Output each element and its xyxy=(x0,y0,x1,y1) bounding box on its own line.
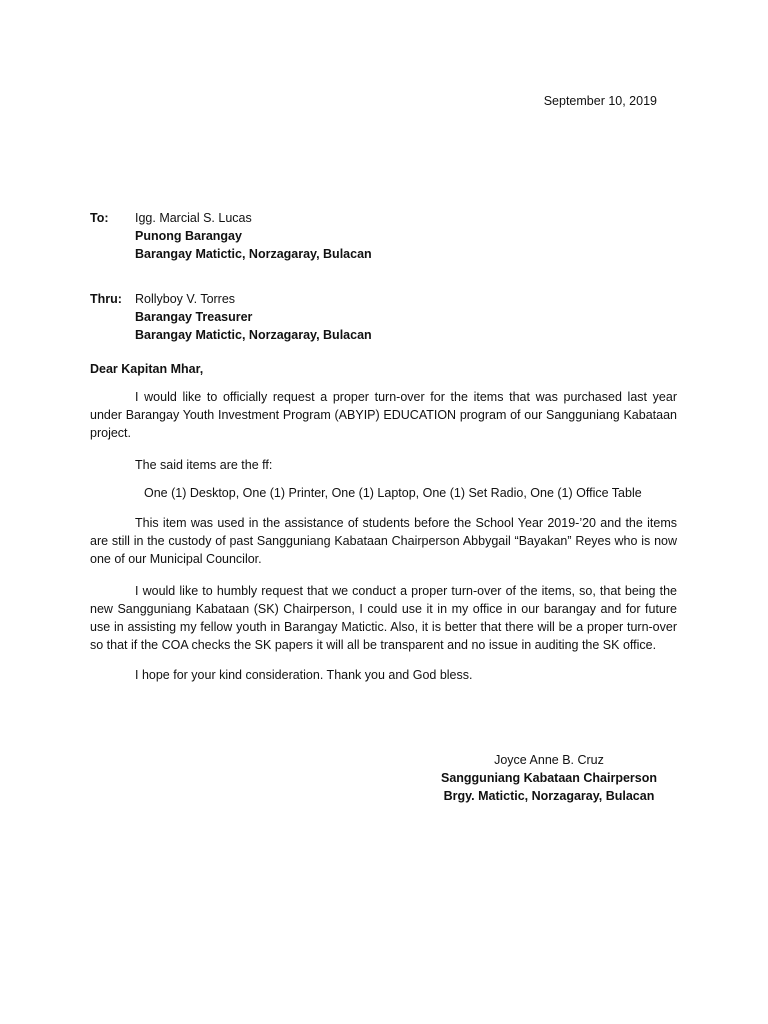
thru-name: Rollyboy V. Torres xyxy=(135,292,236,306)
thru-address-lines xyxy=(135,290,372,344)
paragraph-said-items: The said items are the ff: xyxy=(135,458,273,472)
paragraph-turnover-request: I would like to humbly request that we conduct a proper turn-over of the items, so, that being the new Sangguniang Kabataan (SK) Chairperson, I could use it in my office in our barangay and for future use in assisting my fellow youth in Barangay Matictic. Also, it is better that there will be a proper turn-over so that if the COA checks the SK papers it will all be transparent and no issue in auditing the SK office. xyxy=(90,584,677,652)
signatory-name: Joyce Anne B. Cruz xyxy=(494,753,604,767)
greeting: Dear Kapitan Mhar, xyxy=(90,362,204,376)
letter-date: September 10, 2019 xyxy=(543,94,657,108)
thru-label: Thru: xyxy=(90,292,122,306)
items-list: One (1) Desktop, One (1) Printer, One (1) Laptop, One (1) Set Radio, One (1) Office Table xyxy=(144,486,642,500)
to-address: Barangay Matictic, Norzagaray, Bulacan xyxy=(135,247,372,261)
thru-address: Barangay Matictic, Norzagaray, Bulacan xyxy=(135,328,372,342)
paragraph-closing: I hope for your kind consideration. Thank you and God bless. xyxy=(135,668,473,682)
signatory-title: Sangguniang Kabataan Chairperson xyxy=(440,771,657,785)
thru-title: Barangay Treasurer xyxy=(135,310,253,324)
paragraph-item-history: This item was used in the assistance of students before the School Year 2019-’20 and the items are still in the custody of past Sangguniang Kabataan Chairperson Abbygail “Bayakan” Reyes who is now one of our Municipal Councilor. xyxy=(90,516,677,566)
to-title: Punong Barangay xyxy=(135,229,242,243)
signature-block xyxy=(441,751,657,805)
signatory-address: Brgy. Matictic, Norzagaray, Bulacan xyxy=(443,789,655,803)
to-label: To: xyxy=(90,211,109,225)
to-address-lines xyxy=(135,209,372,263)
to-name: Igg. Marcial S. Lucas xyxy=(135,211,252,225)
paragraph-request: I would like to officially request a proper turn-over for the items that was purchased last year under Barangay Youth Investment Program (ABYIP) EDUCATION program of our Sangguniang Kabataan project. xyxy=(90,390,677,440)
